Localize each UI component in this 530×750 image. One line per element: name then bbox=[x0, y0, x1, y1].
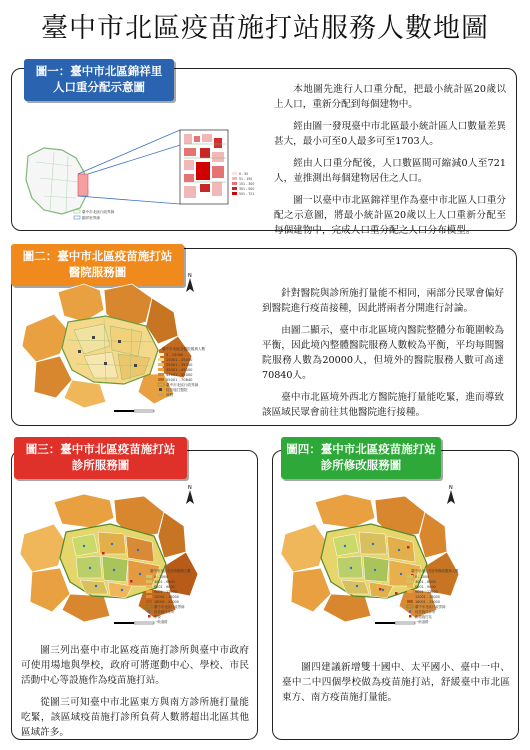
panel2-text bbox=[262, 286, 504, 427]
map4-figure bbox=[275, 482, 515, 632]
page-title: 臺中市北區疫苗施打站服務人數地圖 bbox=[41, 13, 489, 44]
map2-legend-item: 35001 - 45000 bbox=[166, 368, 193, 372]
map3-legend-item: 疫苗施打診所 bbox=[154, 610, 175, 614]
map4-legend-item: 疫苗施打診所 bbox=[415, 610, 436, 614]
map3-legend-item: 學校 bbox=[154, 615, 161, 619]
panel1-label: 圖一：臺中市北區錦祥里 人口重分配示意圖 bbox=[24, 59, 174, 101]
north-arrow-icon bbox=[186, 273, 194, 292]
map2-figure bbox=[14, 270, 260, 424]
map2-legend-item: 15001 - 25000 bbox=[166, 358, 193, 362]
panel4-label: 圖四：臺中市北區疫苗施打站 診所修改服務圖 bbox=[281, 437, 441, 479]
panel3-text bbox=[21, 643, 249, 747]
map3-legend-title: 臺中市北區各診所服務人數 bbox=[150, 569, 191, 573]
map3-legend-item: 一般道路 bbox=[154, 620, 168, 624]
panel2-paragraph: 由圖二顯示，臺中市北區境內醫院整體分布範圍較為平衡，因此境內整體醫院服務人數較為平衡，平均每間醫院服務人數為20000人，但境外的醫院服務人數可高達70840人。 bbox=[262, 325, 504, 381]
svg-text:N: N bbox=[188, 485, 192, 491]
map1-legend-item: 錦祥里界線 bbox=[82, 216, 100, 220]
map2-legend-title: 臺中市北區各醫院服務人數 bbox=[162, 347, 206, 351]
map4-legend-item: 0 - 3000 bbox=[415, 575, 430, 579]
map1-legend-item: 501 - 721 bbox=[239, 192, 255, 196]
map2-legend-item: 45001 - 55000 bbox=[166, 373, 193, 377]
map1-legend-item: 151 - 300 bbox=[239, 182, 255, 186]
panel4-paragraph: 圖四建議新增雙十國中、太平國小、臺中一中、臺中二中四個學校做為疫苗施打站，舒緩臺中市北區東方、南方疫苗施打量能。 bbox=[282, 662, 510, 703]
svg-text:N: N bbox=[449, 485, 453, 491]
map4-legend-title: 臺中市北區各診所修改服務人數 bbox=[411, 569, 459, 573]
panel1-paragraph: 經由人口重分配後，人口數區間可縮減0人至721人，並推測出每個建物居住之人口。 bbox=[274, 158, 506, 184]
map2-legend-item: 臺中市北區行政界線 bbox=[166, 383, 199, 387]
panel1-paragraph: 圖一以臺中市北區錦祥里作為臺中市北區人口重分配之示意圖，將最小統計區20歲以上人口重新分配至每個建物中，完成人口重分配之人口分布模型。 bbox=[274, 195, 506, 236]
map4-legend-item: 12001 - 18000 bbox=[415, 595, 440, 599]
map3-legend-item: 9001 - 12000 bbox=[154, 590, 177, 594]
panel4-text bbox=[282, 660, 510, 712]
map4-legend-item: 6001 - 9000 bbox=[415, 585, 436, 589]
panel1-paragraph: 經由圖一發現臺中市北區最小統計區人口數量差異甚大，最小可至0人最多可至1703人。 bbox=[274, 121, 506, 147]
map2-legend-item: 疫苗施打醫院 bbox=[166, 388, 188, 392]
map2-legend-item: 0 - 15000 bbox=[166, 353, 184, 357]
map3-legend-item: 臺中市北區行政界線 bbox=[154, 605, 185, 609]
panel3-paragraph: 圖三列出臺中市北區疫苗施打診所與臺中市政府可使用場地與學校，政府可將運動中心、學校、市民活動中心等設施作為疫苗施打站。 bbox=[21, 645, 249, 686]
map3-legend-item: 0 - 3000 bbox=[154, 575, 169, 579]
map3-legend-item: 12001 - 18000 bbox=[154, 595, 179, 599]
map4-legend-item: 新增施打站 bbox=[415, 615, 432, 619]
map4-legend-item: 9001 - 12000 bbox=[415, 590, 438, 594]
map3-figure bbox=[14, 482, 254, 632]
north-arrow-icon bbox=[447, 485, 455, 504]
map3-legend-item: 6001 - 9000 bbox=[154, 585, 175, 589]
map1-legend-item: 0 - 50 bbox=[239, 172, 249, 176]
panel2-paragraph: 臺中市北區境外西北方醫院施打量能吃緊，進而導致該區域民眾會前往其他醫院進行接種。 bbox=[262, 392, 504, 418]
scale-bar bbox=[114, 410, 154, 412]
highlight-area bbox=[78, 174, 88, 196]
panel1-text bbox=[274, 82, 506, 245]
panel2-label: 圖二：臺中市北區疫苗施打站 醫院服務圖 bbox=[11, 244, 184, 286]
map1-figure bbox=[14, 100, 276, 228]
map2-legend-item: 25001 - 35000 bbox=[166, 363, 193, 367]
map2-legend-item: 道路 bbox=[166, 393, 174, 397]
panel3-paragraph: 從圖三可知臺中市北區東方與南方診所施打量能吃緊，該區域疫苗施打診所負荷人數將超出北區其他區域許多。 bbox=[21, 697, 249, 738]
map2-legend-item: 55001 - 70840 bbox=[166, 378, 193, 382]
map3-legend-item: 18001 - 25000 bbox=[154, 600, 179, 604]
panel3-label: 圖三：臺中市北區疫苗施打站 診所服務圖 bbox=[14, 437, 187, 479]
map4-legend-item: 3001 - 6000 bbox=[415, 580, 436, 584]
svg-text:N: N bbox=[188, 273, 192, 279]
map3-legend-item: 3001 - 6000 bbox=[154, 580, 175, 584]
map4-legend-item: 18001 - 25000 bbox=[415, 600, 440, 604]
north-arrow-icon bbox=[186, 485, 194, 504]
panel1-paragraph: 本地圖先進行人口重分配，把最小統計區20歲以上人口，重新分配到每個建物中。 bbox=[274, 84, 506, 110]
map1-legend-title: 臺中市北區行政界線 bbox=[82, 210, 115, 214]
panel2-paragraph: 針對醫院與診所施打量能不相同，兩部分民眾會偏好到醫院進行疫苗接種，因此將兩者分開進行討論。 bbox=[262, 288, 504, 314]
map4-legend-item: 臺中市北區行政界線 bbox=[415, 605, 446, 609]
map1-legend-item: 51 - 150 bbox=[239, 177, 253, 181]
map1-legend-item: 301 - 500 bbox=[239, 187, 255, 191]
map4-legend-item: 一般道路 bbox=[415, 620, 429, 624]
